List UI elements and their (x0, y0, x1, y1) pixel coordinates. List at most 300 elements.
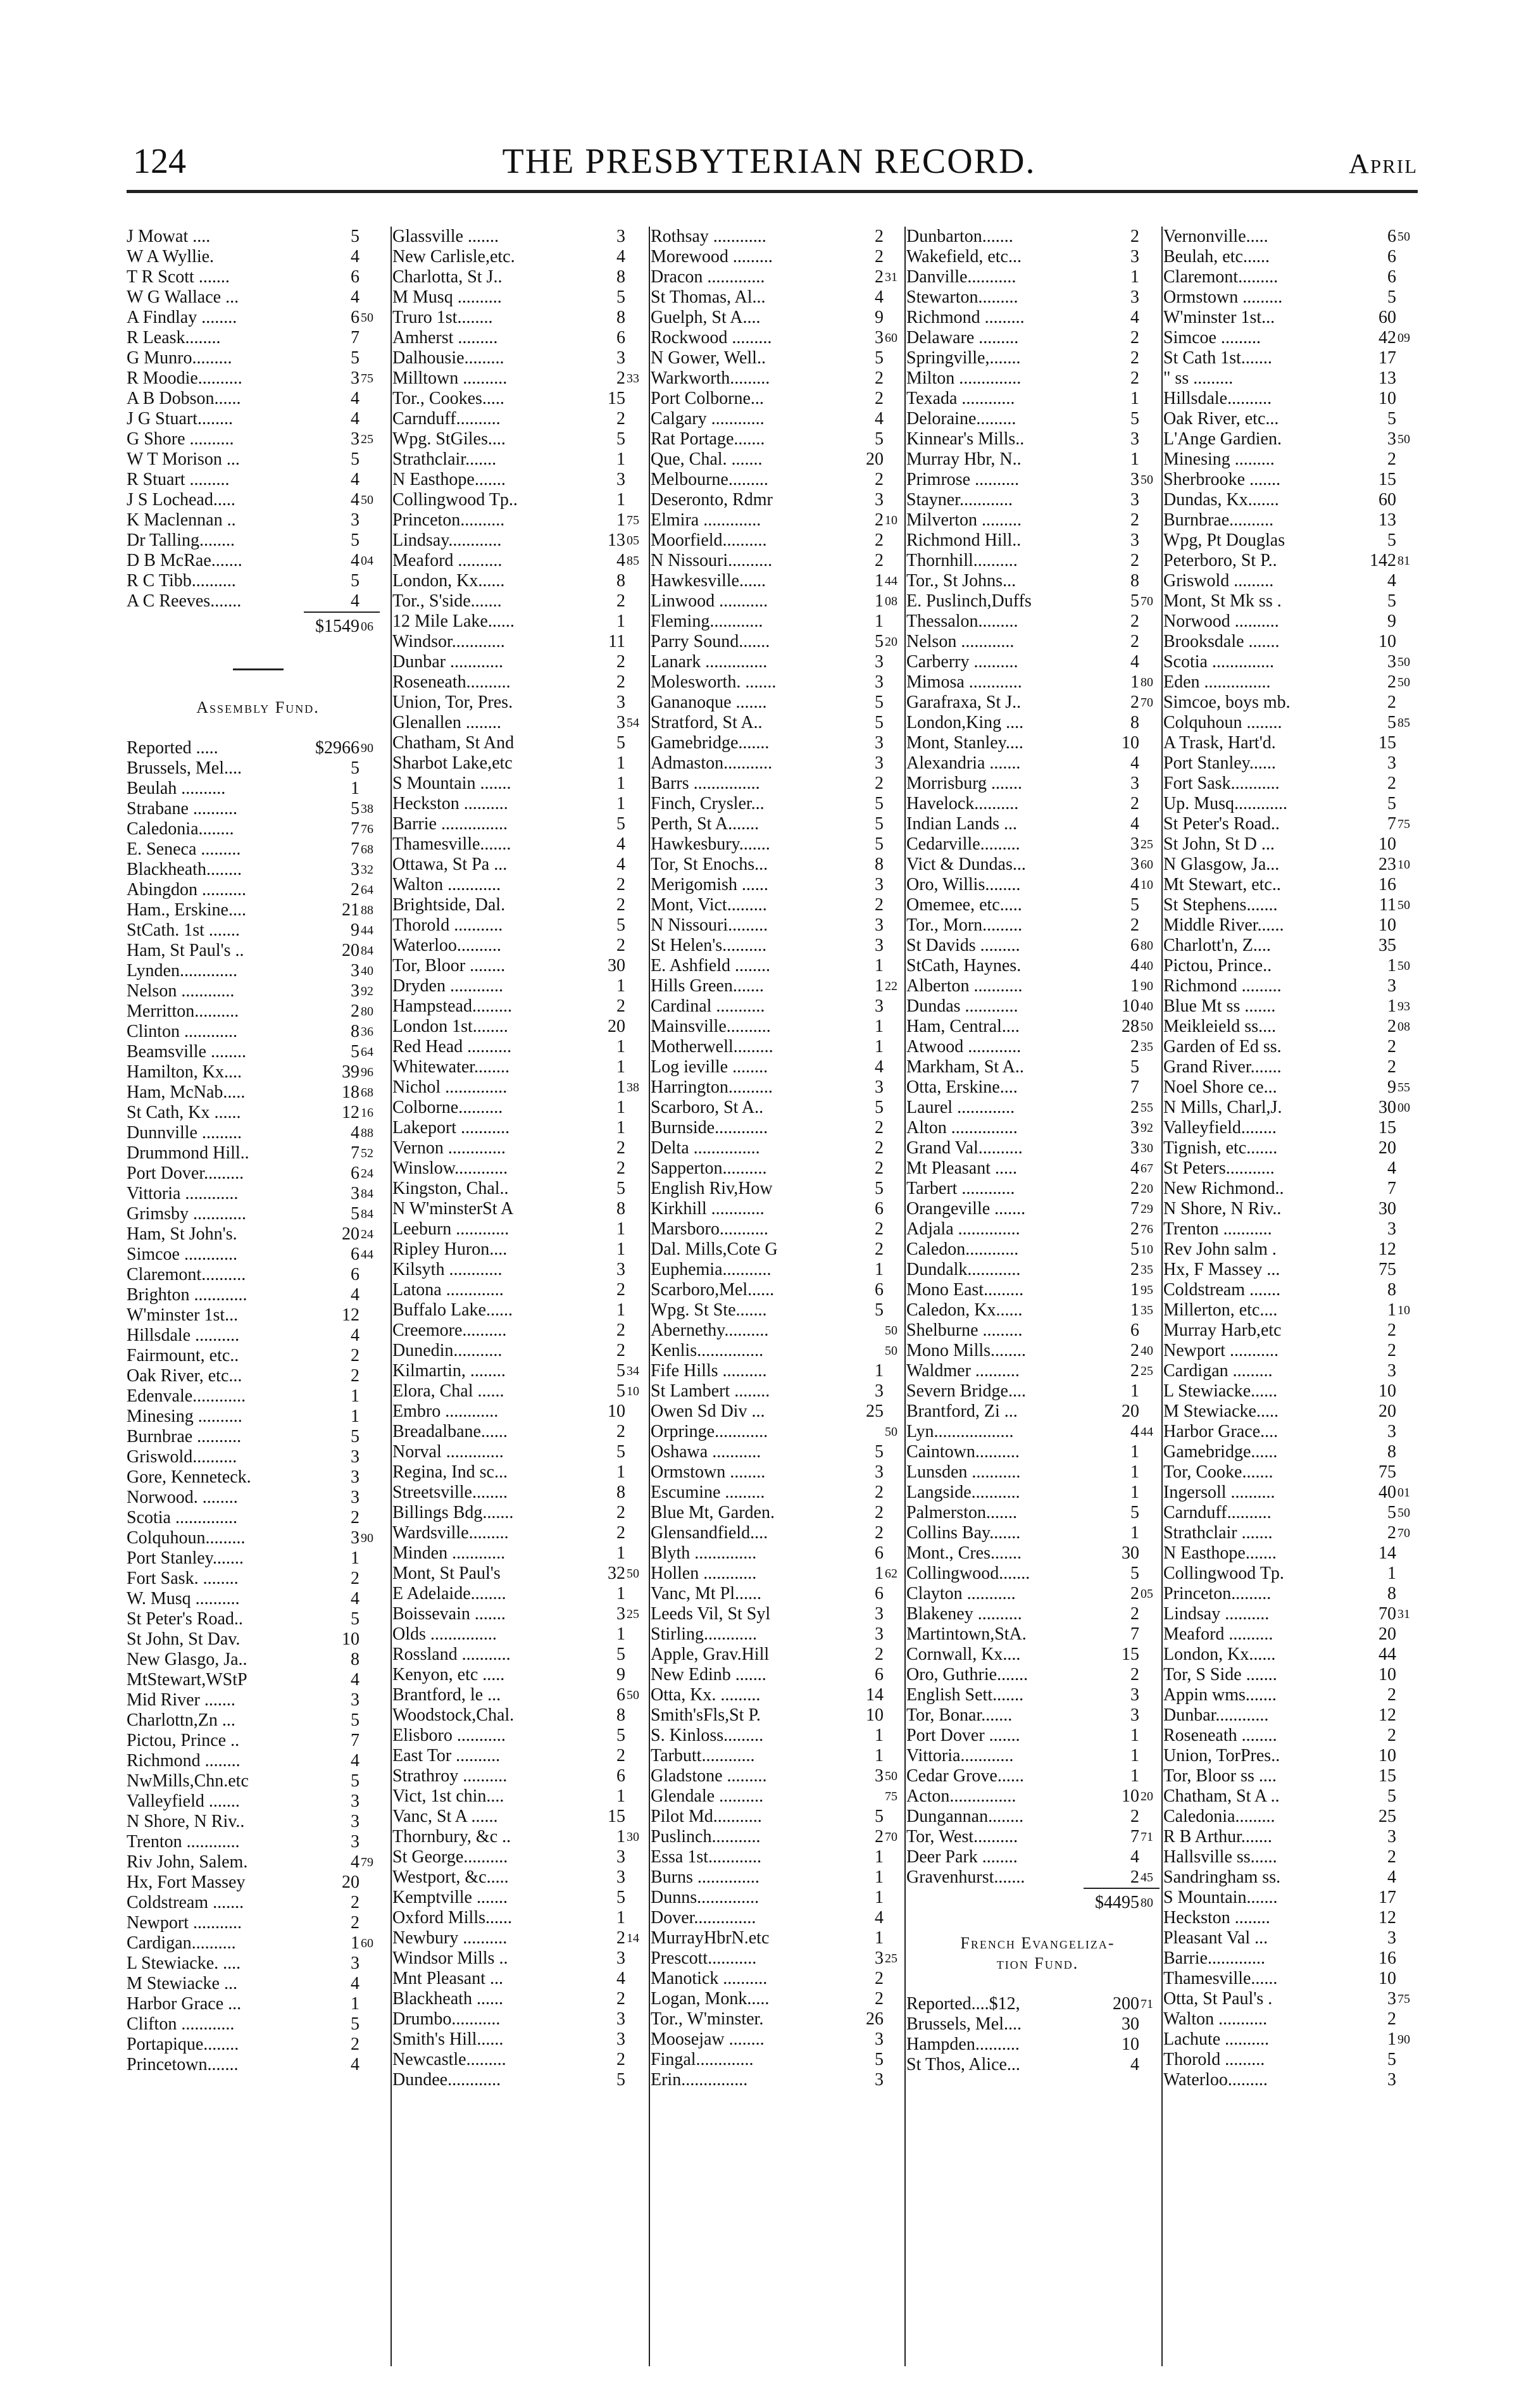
amount-dollars: 3 (1130, 774, 1139, 793)
contribution-row (906, 632, 1169, 652)
congregation-name: Colquhoun......... (127, 1528, 246, 1548)
amount-cents: 08 (885, 594, 897, 608)
amount-dollars: 1 (875, 591, 884, 611)
congregation-name: Indian Lands ... (906, 814, 1017, 834)
contribution-row (1163, 1705, 1426, 1726)
congregation-name: Ham, St Paul's .. (127, 941, 244, 960)
contribution-row (1163, 1503, 1426, 1523)
amount-cents: 50 (1397, 898, 1410, 912)
amount-dollars: 5 (875, 794, 884, 813)
amount-dollars: 2 (1387, 1523, 1396, 1543)
amount-dollars: 2 (1387, 1017, 1396, 1036)
amount-dollars: 5 (351, 758, 359, 778)
contribution-row (1163, 1037, 1426, 1057)
contribution-row (1163, 1320, 1426, 1341)
contribution-row (1163, 834, 1426, 855)
congregation-name: Wakefield, etc... (906, 247, 1022, 267)
contribution-row (1163, 1260, 1426, 1280)
congregation-name: Lindsay .......... (1163, 1604, 1270, 1624)
contribution-row (392, 632, 655, 652)
congregation-name: Langside........... (906, 1483, 1020, 1502)
congregation-name: Sharbot Lake,etc (392, 753, 513, 773)
congregation-name: Mont, St Mk ss . (1163, 591, 1282, 611)
congregation-name: Lynden............. (127, 961, 237, 981)
amount-dollars: 2 (616, 1341, 625, 1360)
amount-dollars: 4 (351, 1974, 359, 1993)
amount-cents: 10 (1141, 1243, 1153, 1257)
congregation-name: Gladstone ......... (651, 1766, 767, 1786)
contribution-row (392, 1179, 655, 1199)
amount-cents: 33 (627, 372, 639, 386)
amount-cents: 50 (627, 1567, 639, 1581)
congregation-name: Richmond ........ (127, 1751, 241, 1771)
congregation-name: Mono East......... (906, 1280, 1024, 1300)
congregation-name: Warkworth......... (651, 368, 770, 388)
congregation-name: Norwood. ........ (127, 1488, 238, 1507)
contribution-row (127, 470, 389, 490)
amount-dollars: 1 (616, 1098, 625, 1117)
amount-dollars: 2 (875, 1645, 884, 1664)
contribution-row (1163, 1624, 1426, 1645)
amount-dollars: 2 (1387, 774, 1396, 793)
contribution-row (1163, 794, 1426, 814)
contribution-row (127, 1508, 389, 1528)
amount-dollars: 2 (616, 652, 625, 672)
contribution-row (1163, 855, 1426, 875)
contribution-row (651, 551, 913, 571)
contribution-row (906, 1543, 1169, 1564)
contribution-row (1163, 490, 1426, 510)
congregation-name: Newcastle......... (392, 2050, 506, 2069)
amount-dollars: 3 (875, 875, 884, 894)
amount-dollars: 1 (1130, 1746, 1139, 1765)
amount-dollars: 5 (875, 693, 884, 712)
amount-dollars: 6 (1130, 1320, 1139, 1340)
contribution-row (906, 409, 1169, 429)
congregation-name: M Stewiacke ... (127, 1974, 237, 1993)
congregation-name: St Peters........... (1163, 1158, 1275, 1178)
amount-dollars: 10 (1378, 1746, 1396, 1765)
amount-dollars: 30 (608, 956, 625, 975)
amount-dollars: 3 (1130, 1138, 1139, 1158)
contribution-row (906, 1786, 1169, 1807)
congregation-name: Walton ........... (1163, 2009, 1268, 2029)
congregation-name: Burnbrae.......... (1163, 510, 1274, 530)
congregation-name: Scarboro, St A.. (651, 1098, 764, 1117)
amount-dollars: 21 (342, 900, 359, 920)
amount-dollars: 2 (351, 1508, 359, 1527)
amount-dollars: 2 (1130, 1807, 1139, 1826)
contribution-row (906, 1584, 1169, 1604)
congregation-name: Heckston .......... (392, 794, 508, 813)
amount-cents: 92 (1141, 1121, 1153, 1135)
column-3 (651, 227, 913, 2090)
contribution-row (651, 794, 913, 814)
congregation-name: Texada ............ (906, 389, 1015, 408)
amount-dollars: 10 (1122, 996, 1139, 1016)
contribution-row (651, 1098, 913, 1118)
contribution-row (392, 1766, 655, 1786)
contribution-row (1163, 1584, 1426, 1604)
amount-dollars: 3 (351, 1467, 359, 1487)
contribution-row (127, 1629, 389, 1650)
congregation-name: Ingersoll .......... (1163, 1483, 1275, 1502)
amount-dollars: 3 (1130, 1685, 1139, 1705)
congregation-name: Union, TorPres.. (1163, 1746, 1280, 1765)
congregation-name: Thornhill.......... (906, 551, 1018, 570)
contribution-row (127, 389, 389, 409)
amount-cents: 10 (1397, 1303, 1410, 1317)
amount-dollars: 3 (1130, 247, 1139, 267)
contribution-row (906, 794, 1169, 814)
contribution-row (1163, 611, 1426, 632)
contribution-row (392, 1483, 655, 1503)
contribution-row (392, 1786, 655, 1807)
congregation-name: Gananoque ....... (651, 693, 767, 712)
contribution-row (127, 1994, 389, 2014)
congregation-name: Guelph, St A.... (651, 308, 761, 327)
congregation-name: Appin wms....... (1163, 1685, 1277, 1705)
congregation-name: Laurel ............. (906, 1098, 1015, 1117)
amount-dollars: 8 (616, 571, 625, 591)
contribution-row (392, 227, 655, 247)
amount-cents: 25 (1141, 1364, 1153, 1378)
amount-dollars: 1 (875, 1888, 884, 1907)
congregation-name: Clifton ............ (127, 2014, 235, 2034)
congregation-name: Hillsdale .......... (127, 1326, 240, 1345)
amount-dollars: 20 (342, 941, 359, 960)
congregation-name: Grimsby ............ (127, 1204, 246, 1224)
congregation-name: Red Head .......... (392, 1037, 512, 1057)
congregation-name: Peterboro, St P.. (1163, 551, 1277, 570)
congregation-name: Murray Hbr, N.. (906, 449, 1022, 469)
amount-dollars: 15 (1378, 470, 1396, 489)
congregation-name: Dryden ............ (392, 976, 503, 996)
congregation-name: New Glasgo, Ja.. (127, 1650, 247, 1669)
contribution-row (651, 1320, 913, 1341)
amount-dollars: 16 (1378, 875, 1396, 894)
congregation-name: Oak River, etc... (1163, 409, 1279, 429)
amount-dollars: 1 (616, 1057, 625, 1077)
amount-dollars: 70 (1378, 1604, 1396, 1624)
amount-dollars: 2 (875, 247, 884, 267)
contribution-row (1163, 1807, 1426, 1827)
congregation-name: Grand River....... (1163, 1057, 1282, 1077)
contribution-row (127, 1224, 389, 1245)
contribution-row (127, 860, 389, 880)
congregation-name: Ham., Erskine.... (127, 900, 246, 920)
contribution-row (651, 1604, 913, 1624)
congregation-name: Woodstock,Chal. (392, 1705, 515, 1725)
congregation-name: Lakeport ........... (392, 1118, 510, 1138)
amount-dollars: 15 (1378, 733, 1396, 753)
amount-dollars: 20 (608, 1017, 625, 1036)
amount-cents: 96 (361, 1065, 373, 1079)
congregation-name: Boissevain ....... (392, 1604, 506, 1624)
contribution-row (392, 1969, 655, 1989)
contribution-row (1163, 2029, 1426, 2050)
contribution-row (906, 449, 1169, 470)
amount-dollars: 3 (1387, 1361, 1396, 1381)
congregation-name: Dracon ............. (651, 267, 765, 287)
congregation-name: Beulah, etc...... (1163, 247, 1270, 267)
congregation-name: Cardigan.......... (127, 1933, 236, 1953)
amount-cents: 60 (1141, 858, 1153, 872)
contribution-row (1163, 1543, 1426, 1564)
contribution-row (906, 1523, 1169, 1543)
congregation-name: Havelock.......... (906, 794, 1019, 813)
contribution-row (651, 571, 913, 591)
congregation-name: N W'minsterSt A (392, 1199, 514, 1219)
contribution-row (127, 1690, 389, 1710)
contribution-row (906, 1827, 1169, 1847)
amount-cents: 93 (1397, 1000, 1410, 1013)
amount-cents: 50 (1397, 675, 1410, 689)
congregation-name: Perth, St A....... (651, 814, 760, 834)
congregation-name: Nelson ............ (127, 981, 235, 1001)
congregation-name: Portapique........ (127, 2035, 239, 2054)
amount-cents: 38 (627, 1081, 639, 1094)
congregation-name: Mont., Cres....... (906, 1543, 1022, 1563)
amount-dollars: 2 (875, 895, 884, 915)
congregation-name: Log ieville ........ (651, 1057, 768, 1077)
congregation-name: Brussels, Mel.... (127, 758, 242, 778)
amount-dollars: 2 (875, 1219, 884, 1239)
amount-dollars: 3 (1130, 429, 1139, 449)
amount-dollars: 3 (351, 981, 359, 1001)
amount-dollars: 3 (616, 1260, 625, 1279)
congregation-name: K Maclennan .. (127, 510, 236, 530)
amount-dollars: 20 (342, 1872, 359, 1892)
amount-dollars: 10 (342, 1629, 359, 1649)
contribution-row (651, 733, 913, 753)
congregation-name: Richmond Hill.. (906, 530, 1022, 550)
amount-dollars: 5 (616, 1726, 625, 1745)
amount-dollars: 2 (616, 1746, 625, 1765)
congregation-name: Kilmartin, ........ (392, 1361, 506, 1381)
amount-cents: 90 (1141, 979, 1153, 993)
amount-dollars: 5 (875, 713, 884, 732)
contribution-row (651, 1361, 913, 1381)
congregation-name: Hampstead......... (392, 996, 512, 1016)
contribution-row (1163, 368, 1426, 389)
contribution-row (906, 1381, 1169, 1402)
congregation-name: Dunbarton....... (906, 227, 1013, 246)
fund-heading-text: tion Fund. (996, 1954, 1079, 1972)
congregation-name: Lunsden ........... (906, 1462, 1021, 1482)
congregation-name: Essa 1st............ (651, 1847, 761, 1867)
congregation-name: Gravenhurst....... (906, 1867, 1025, 1887)
amount-cents: 24 (361, 1167, 373, 1181)
amount-dollars: 5 (1387, 2050, 1396, 2069)
congregation-name: Scotia .............. (1163, 652, 1274, 672)
congregation-name: Dundas, Kx....... (1163, 490, 1279, 510)
congregation-name: M Stewiacke..... (1163, 1402, 1278, 1421)
congregation-name: Delaware ......... (906, 328, 1019, 348)
congregation-name: Collingwood Tp.. (392, 490, 518, 510)
congregation-name: Blackheath ...... (392, 1989, 503, 2009)
amount-dollars: 2 (616, 2050, 625, 2069)
amount-dollars: 9 (351, 920, 359, 940)
amount-dollars: 1 (1130, 1766, 1139, 1786)
amount-dollars: 2 (1387, 1726, 1396, 1745)
amount-dollars: 2 (616, 672, 625, 692)
contribution-row (906, 247, 1169, 267)
amount-dollars: 1 (1130, 1280, 1139, 1300)
amount-dollars: 2 (1130, 1179, 1139, 1198)
congregation-name: Wardsville......... (392, 1523, 509, 1543)
contribution-row (906, 1402, 1169, 1422)
congregation-name: Harrington.......... (651, 1077, 773, 1097)
amount-dollars: 5 (616, 1179, 625, 1198)
amount-dollars: 17 (1378, 348, 1396, 368)
contribution-row (392, 1341, 655, 1361)
contribution-row (906, 1361, 1169, 1381)
contribution-row (1163, 1422, 1426, 1442)
amount-dollars: 10 (1122, 1786, 1139, 1806)
congregation-name: Newbury .......... (392, 1928, 508, 1948)
contribution-row (906, 855, 1169, 875)
amount-dollars: 8 (1387, 1584, 1396, 1603)
congregation-name: Erin............... (651, 2070, 748, 2090)
congregation-name: Otta, St Paul's . (1163, 1989, 1273, 2009)
amount-dollars: 1 (875, 976, 884, 996)
contribution-row (392, 490, 655, 510)
amount-dollars: 1 (1130, 672, 1139, 692)
amount-dollars: 3 (875, 1077, 884, 1097)
amount-dollars: 5 (875, 348, 884, 368)
congregation-name: N Nissouri......... (651, 915, 768, 935)
contribution-row (651, 1584, 913, 1604)
contribution-row (1163, 895, 1426, 915)
congregation-name: StCath. 1st ....... (127, 920, 240, 940)
amount-dollars: 1 (616, 1037, 625, 1057)
congregation-name: NwMills,Chn.etc (127, 1771, 249, 1791)
congregation-name: St Cath 1st....... (1163, 348, 1272, 368)
congregation-name: Creemore.......... (392, 1320, 507, 1340)
congregation-name: Tor, Bonar....... (906, 1705, 1013, 1725)
contribution-row (127, 1893, 389, 1913)
contribution-row (392, 693, 655, 713)
amount-dollars: 3 (351, 1690, 359, 1710)
contribution-row (906, 1037, 1169, 1057)
contribution-row (127, 1163, 389, 1184)
issue-month: April (1349, 148, 1418, 179)
congregation-name: Orpringe............ (651, 1422, 768, 1441)
contribution-row (1163, 976, 1426, 996)
congregation-name: Wpg. StGiles.... (392, 429, 506, 449)
amount-dollars: 12 (1378, 1705, 1396, 1725)
amount-dollars: 3 (1130, 287, 1139, 307)
congregation-name: London, Kx...... (392, 571, 505, 591)
congregation-name: London, Kx...... (1163, 1645, 1276, 1664)
contribution-row (906, 287, 1169, 308)
congregation-name: Thornbury, &c .. (392, 1827, 511, 1847)
amount-dollars: 2 (351, 1001, 359, 1021)
congregation-name: Glendale .......... (651, 1786, 764, 1806)
contribution-row (127, 819, 389, 839)
congregation-name: R Leask........ (127, 328, 221, 348)
amount-dollars: 23 (1378, 855, 1396, 874)
amount-dollars: 1 (616, 1827, 625, 1847)
contribution-row (127, 328, 389, 348)
contribution-row (651, 895, 913, 915)
amount-dollars: 1 (616, 1077, 625, 1097)
amount-dollars: 8 (1387, 1442, 1396, 1462)
contribution-row (651, 915, 913, 936)
contribution-row (906, 2014, 1169, 2035)
amount-cents: 35 (1141, 1303, 1153, 1317)
congregation-name: Elisboro ........... (392, 1726, 506, 1745)
congregation-name: Tor., W'minster. (651, 2009, 764, 2029)
contribution-row (127, 1265, 389, 1285)
amount-dollars: 1 (1387, 1300, 1396, 1320)
congregation-name: Thorold ......... (1163, 2050, 1265, 2069)
amount-dollars: 4 (351, 591, 359, 611)
contribution-row (906, 834, 1169, 855)
total-rule (127, 611, 389, 617)
contribution-row (1163, 1280, 1426, 1300)
amount-dollars: 1 (616, 1908, 625, 1928)
congregation-name: Princetown....... (127, 2055, 239, 2074)
amount-dollars: 6 (875, 1543, 884, 1563)
contribution-row (651, 1280, 913, 1300)
amount-dollars: 10 (1122, 733, 1139, 753)
congregation-name: Motherwell......... (651, 1037, 773, 1057)
congregation-name: Mont, Vict......... (651, 895, 767, 915)
contribution-row (906, 1604, 1169, 1624)
congregation-name: Stratford, St A.. (651, 713, 763, 732)
amount-dollars: 3 (616, 1867, 625, 1887)
amount-cents: 70 (1141, 696, 1153, 710)
congregation-name: Barrs ............... (651, 774, 760, 793)
contribution-row (651, 490, 913, 510)
congregation-name: Collingwood....... (906, 1564, 1030, 1583)
congregation-name: Mid River ....... (127, 1690, 235, 1710)
contribution-row (127, 571, 389, 591)
contribution-row (651, 1847, 913, 1867)
contribution-row (651, 1138, 913, 1158)
amount-dollars: 1 (875, 1361, 884, 1381)
congregation-name: Billings Bdg....... (392, 1503, 514, 1522)
contribution-row (1163, 1523, 1426, 1543)
contribution-row (127, 1285, 389, 1305)
contribution-row (127, 1062, 389, 1082)
contribution-row (906, 1867, 1169, 1888)
contribution-row (651, 1948, 913, 1969)
amount-dollars: 2 (1130, 1604, 1139, 1624)
amount-cents: 32 (361, 863, 373, 877)
congregation-name: Mono Mills........ (906, 1341, 1027, 1360)
amount-dollars: 30 (1378, 1098, 1396, 1117)
contribution-row (1163, 1948, 1426, 1969)
amount-dollars: 1 (1130, 449, 1139, 469)
congregation-name: Vanc, St A ...... (392, 1807, 498, 1826)
contribution-row (1163, 287, 1426, 308)
congregation-name: J S Lochead..... (127, 490, 235, 510)
amount-dollars: 2 (616, 1422, 625, 1441)
amount-dollars: 8 (616, 267, 625, 287)
amount-cents: 50 (1397, 432, 1410, 446)
amount-dollars: 4 (1130, 814, 1139, 834)
amount-dollars: 14 (866, 1685, 884, 1705)
amount-dollars: 3 (351, 1488, 359, 1507)
amount-dollars: 35 (1378, 936, 1396, 955)
contribution-row (1163, 1098, 1426, 1118)
amount-cents: 54 (627, 716, 639, 730)
amount-cents: 34 (627, 1364, 639, 1378)
congregation-name: Meaford .......... (1163, 1624, 1273, 1644)
